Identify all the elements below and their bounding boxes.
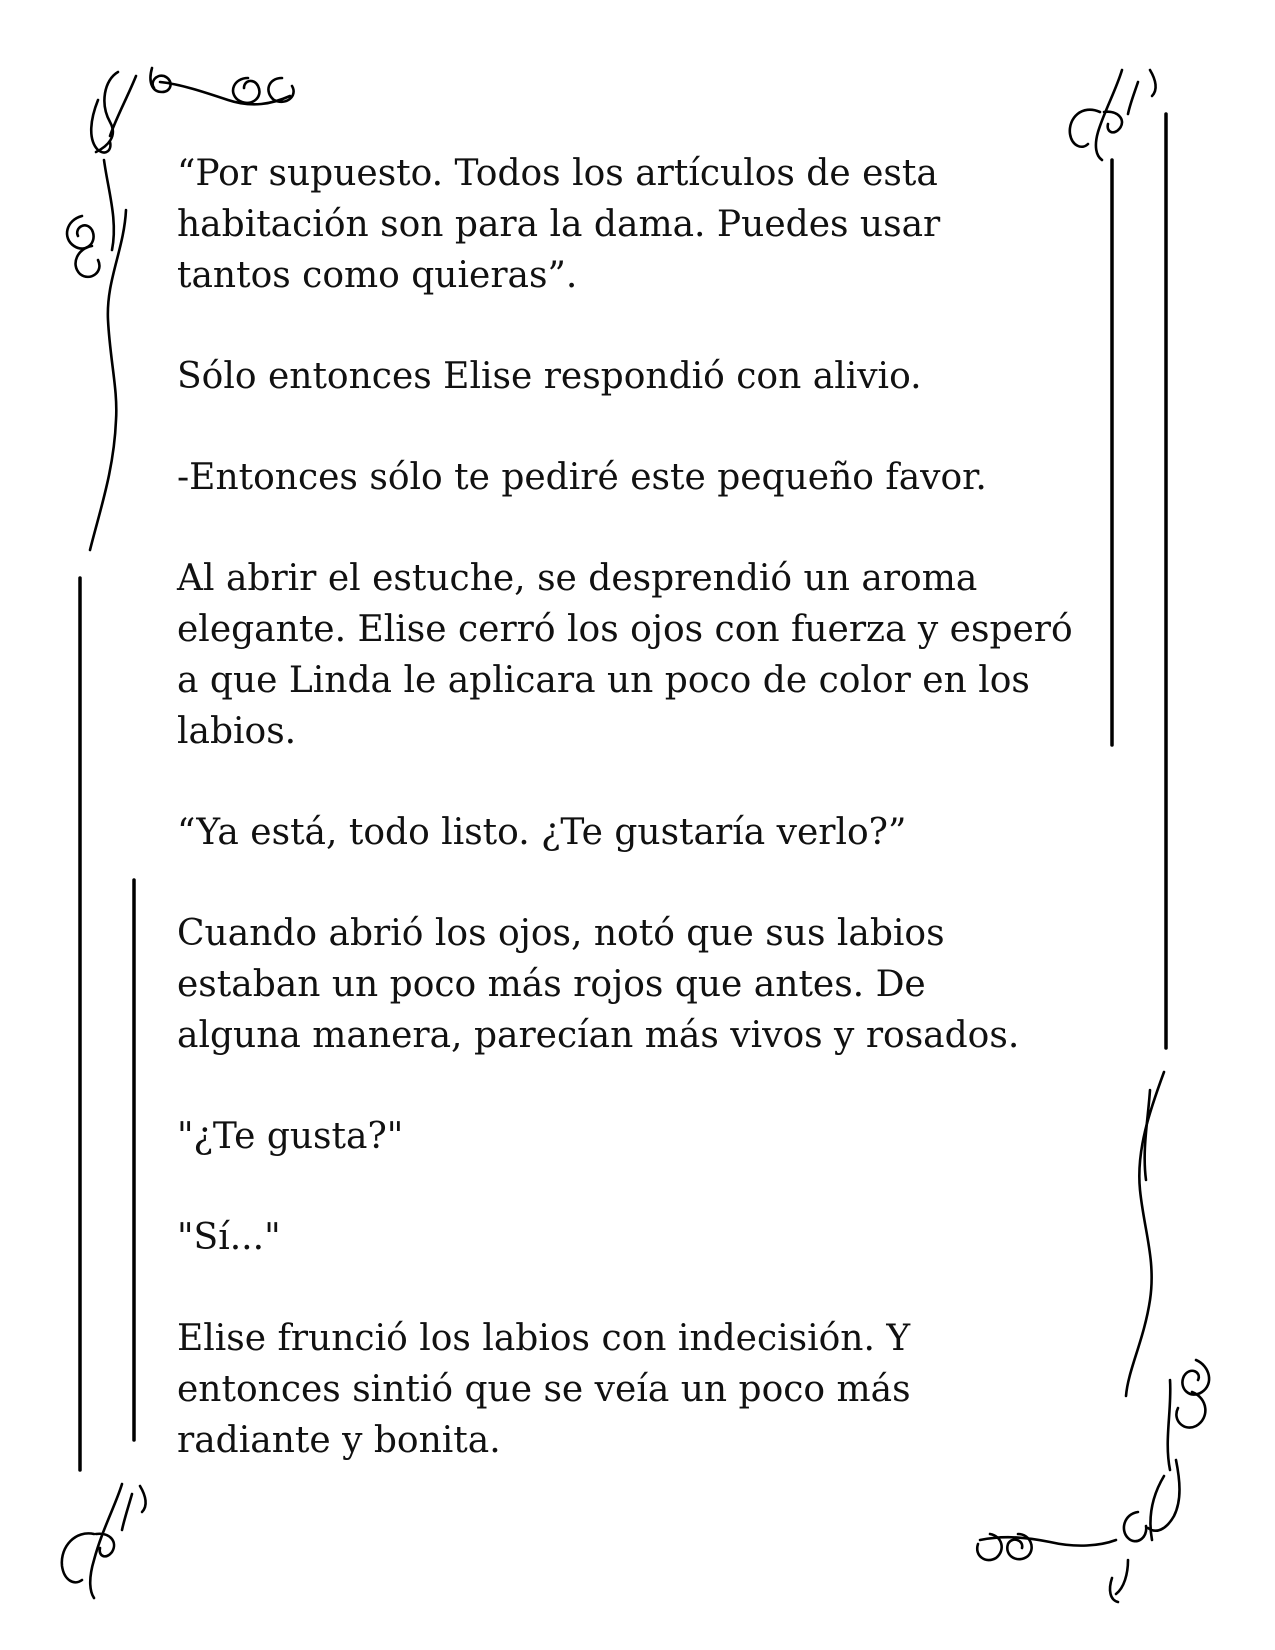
paragraph — [177, 452, 1117, 503]
flourish-bottom-left-icon — [62, 1484, 146, 1598]
left-border-lines — [80, 578, 134, 1470]
text-line: tantos como quieras”. — [177, 255, 578, 296]
text-line: a que Linda le aplicara un poco de color en los — [177, 660, 1030, 701]
right-border-lines — [1112, 114, 1166, 1048]
text-line: habitación son para la dama. Puedes usar — [177, 204, 941, 245]
text-line: elegante. Elise cerró los ojos con fuerza y esperó — [177, 609, 1073, 650]
text-line: "¿Te gusta?" — [177, 1116, 404, 1157]
text-line: radiante y bonita. — [177, 1420, 501, 1461]
text-line: “Por supuesto. Todos los artículos de esta — [177, 153, 938, 194]
text-line: Sólo entonces Elise respondió con alivio. — [177, 356, 922, 397]
text-line: entonces sintió que se veía un poco más — [177, 1369, 911, 1410]
text-line: Cuando abrió los ojos, notó que sus labios — [177, 913, 945, 954]
paragraph — [177, 807, 1117, 858]
paragraph — [177, 148, 1117, 301]
paragraph — [177, 1313, 1117, 1466]
text-line: alguna manera, parecían más vivos y rosados. — [177, 1015, 1020, 1056]
paragraph — [177, 1212, 1117, 1263]
text-line: labios. — [177, 711, 297, 752]
document-body — [177, 148, 1117, 1516]
text-line: Al abrir el estuche, se desprendió un aroma — [177, 558, 978, 599]
flourish-top-right-icon — [1070, 70, 1156, 160]
paragraph — [177, 351, 1117, 402]
paragraph — [177, 908, 1117, 1061]
text-line: “Ya está, todo listo. ¿Te gustaría verlo?” — [177, 812, 907, 853]
paragraph — [177, 553, 1117, 757]
text-line: Elise frunció los labios con indecisión. Y — [177, 1318, 911, 1359]
text-line: -Entonces sólo te pediré este pequeño favor. — [177, 457, 987, 498]
paragraph — [177, 1111, 1117, 1162]
text-line: "Sí..." — [177, 1217, 281, 1258]
text-line: estaban un poco más rojos que antes. De — [177, 964, 926, 1005]
